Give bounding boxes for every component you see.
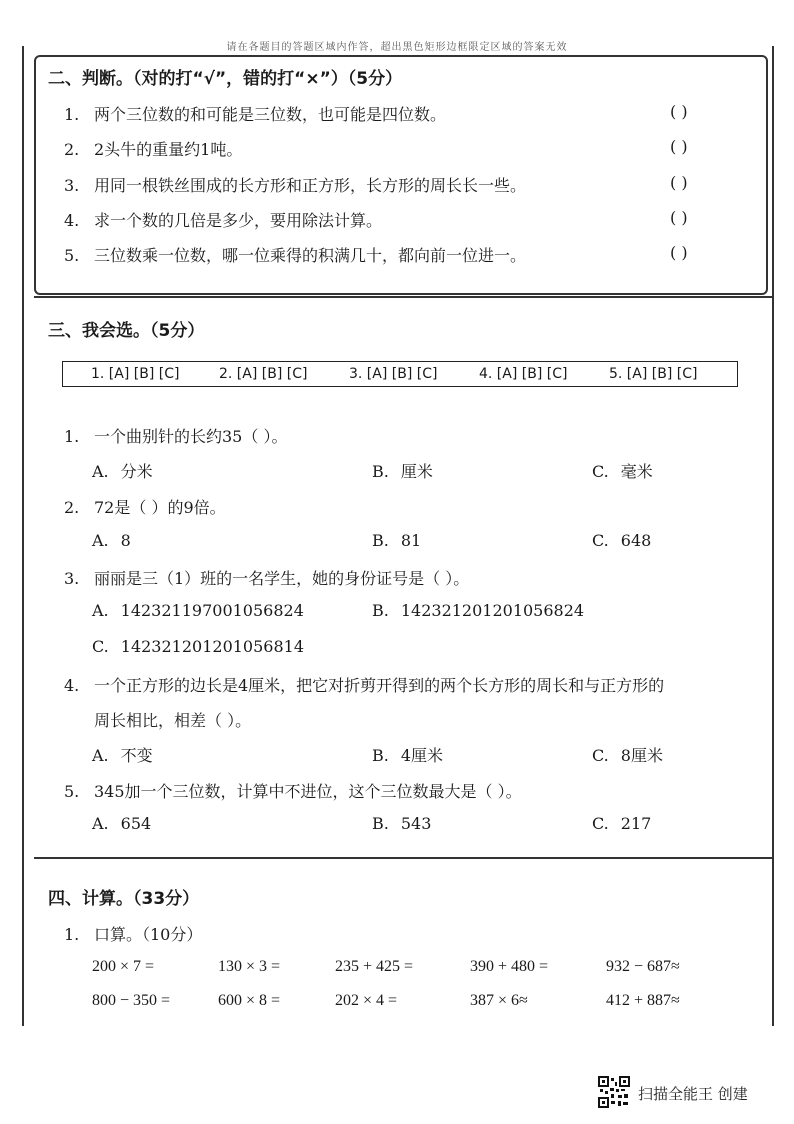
option-letter: B.	[372, 462, 389, 481]
q1-option-c[interactable]	[592, 459, 653, 482]
calc-r1-c5: 932 − 687≈	[606, 958, 680, 975]
mental-math-heading	[64, 922, 202, 945]
option-letter: C.	[592, 462, 609, 481]
option-text: 543	[400, 814, 432, 833]
question-text: 丽丽是三（1）班的一名学生，她的身份证号是（ ）。	[94, 569, 470, 588]
choice-question-5	[64, 779, 522, 802]
calc-r1-c1: 200 × 7 =	[92, 958, 155, 975]
option-letter: C.	[92, 637, 109, 656]
section3-title: 三、我会选。（5分）	[48, 321, 205, 341]
option-text: 142321201201056824	[400, 601, 585, 620]
q1-option-b[interactable]	[372, 459, 433, 482]
item-text: 三位数乘一位数，哪一位乘得的积满几十，都向前一位进一。	[94, 246, 527, 265]
item-num: 3.	[64, 176, 80, 195]
question-text: 345加一个三位数，计算中不进位，这个三位数最大是（ ）。	[94, 782, 522, 801]
question-text: 一个曲别针的长约35（ ）。	[94, 427, 288, 446]
option-letter: A.	[92, 746, 109, 765]
option-text: 厘米	[400, 462, 433, 481]
option-letter: A.	[92, 531, 109, 550]
question-num: 1.	[64, 427, 80, 446]
calc-r2-c1: 800 − 350 =	[92, 992, 171, 1009]
qr-code-icon	[598, 1076, 630, 1108]
choice-question-4	[64, 673, 664, 696]
item-num: 2.	[64, 140, 80, 159]
judge-answer-4[interactable]: ( )	[670, 208, 688, 227]
q5-option-c[interactable]	[592, 814, 651, 833]
item-text: 2头牛的重量约1吨。	[94, 140, 243, 159]
q2-option-c[interactable]	[592, 531, 651, 550]
answer-card-box	[62, 361, 738, 387]
answer-card-3[interactable]: 3. [A] [B] [C]	[349, 366, 438, 382]
q3-option-b[interactable]	[372, 601, 584, 620]
option-text: 分米	[120, 462, 153, 481]
option-text: 8厘米	[620, 746, 663, 765]
q2-option-a[interactable]	[92, 531, 131, 550]
choice-question-2	[64, 495, 226, 518]
answer-card-2[interactable]: 2. [A] [B] [C]	[219, 366, 308, 382]
judge-answer-3[interactable]: ( )	[670, 173, 688, 192]
q5-option-b[interactable]	[372, 814, 431, 833]
option-text: 8	[120, 531, 131, 550]
option-text: 不变	[120, 746, 153, 765]
answer-card-4[interactable]: 4. [A] [B] [C]	[479, 366, 568, 382]
section-divider	[34, 296, 774, 298]
judge-item-3	[64, 173, 526, 196]
option-text: 毫米	[620, 462, 653, 481]
calc-r2-c5: 412 + 887≈	[606, 992, 680, 1009]
option-letter: A.	[92, 462, 109, 481]
section-divider	[34, 857, 774, 859]
choice-question-3	[64, 566, 469, 589]
question-num: 4.	[64, 676, 80, 695]
choice-question-1	[64, 424, 287, 447]
sub-text: 口算。（10分）	[94, 925, 203, 944]
option-text: 4厘米	[400, 746, 444, 765]
judge-item-4	[64, 208, 382, 231]
q2-option-b[interactable]	[372, 531, 421, 550]
question-num: 5.	[64, 782, 80, 801]
calc-r1-c2: 130 × 3 =	[218, 958, 281, 975]
sub-num: 1.	[64, 925, 80, 944]
option-text: 81	[400, 531, 422, 550]
question-num: 2.	[64, 498, 80, 517]
answer-card-5[interactable]: 5. [A] [B] [C]	[609, 366, 698, 382]
calc-r1-c3: 235 + 425 =	[335, 958, 414, 975]
section4-title: 四、计算。（33分）	[48, 889, 200, 909]
q4-option-a[interactable]	[92, 743, 153, 766]
q1-option-a[interactable]	[92, 459, 153, 482]
option-text: 654	[120, 814, 152, 833]
header-note: 请在各题目的答题区域内作答，超出黑色矩形边框限定区域的答案无效	[226, 42, 568, 53]
calc-r2-c4: 387 × 6≈	[470, 992, 528, 1009]
right-margin-line	[772, 46, 774, 1026]
option-text: 648	[620, 531, 652, 550]
q4-option-c[interactable]	[592, 743, 663, 766]
judge-item-5	[64, 243, 526, 266]
judge-answer-5[interactable]: ( )	[670, 243, 688, 262]
section2-title: 二、判断。（对的打“√”，错的打“×”）（5分）	[48, 69, 403, 89]
option-letter: B.	[372, 814, 389, 833]
calc-r2-c3: 202 × 4 =	[335, 992, 398, 1009]
question-num: 3.	[64, 569, 80, 588]
option-letter: C.	[592, 531, 609, 550]
item-text: 用同一根铁丝围成的长方形和正方形，长方形的周长长一些。	[94, 176, 527, 195]
question-text: 72是（ ）的9倍。	[94, 498, 226, 517]
calc-r2-c2: 600 × 8 =	[218, 992, 281, 1009]
option-letter: B.	[372, 601, 389, 620]
option-letter: B.	[372, 531, 389, 550]
option-text: 142321201201056814	[120, 637, 304, 656]
left-margin-line	[22, 46, 24, 1026]
option-letter: C.	[592, 746, 609, 765]
q3-option-a[interactable]	[92, 601, 304, 620]
scanner-watermark-text: 扫描全能王 创建	[638, 1085, 748, 1103]
option-letter: C.	[592, 814, 609, 833]
judge-answer-2[interactable]: ( )	[670, 137, 688, 156]
option-letter: A.	[92, 814, 109, 833]
judge-answer-1[interactable]: ( )	[670, 102, 688, 121]
item-num: 4.	[64, 211, 80, 230]
option-text: 217	[620, 814, 652, 833]
option-text: 142321197001056824	[120, 601, 304, 620]
q4-option-b[interactable]	[372, 743, 443, 766]
judge-item-2	[64, 137, 242, 160]
calc-r1-c4: 390 + 480 =	[470, 958, 549, 975]
option-letter: A.	[92, 601, 109, 620]
q3-option-c[interactable]	[92, 637, 304, 656]
choice-question-4-line2: 周长相比，相差（ ）。	[94, 711, 252, 730]
item-text: 求一个数的几倍是多少，要用除法计算。	[94, 211, 383, 230]
item-num: 5.	[64, 246, 80, 265]
judge-item-1	[64, 102, 446, 125]
option-letter: B.	[372, 746, 389, 765]
answer-card-1[interactable]: 1. [A] [B] [C]	[91, 366, 180, 382]
item-num: 1.	[64, 105, 80, 124]
q5-option-a[interactable]	[92, 814, 151, 833]
question-text: 一个正方形的边长是4厘米，把它对折剪开得到的两个长方形的周长和与正方形的	[94, 676, 665, 695]
item-text: 两个三位数的和可能是三位数，也可能是四位数。	[94, 105, 447, 124]
